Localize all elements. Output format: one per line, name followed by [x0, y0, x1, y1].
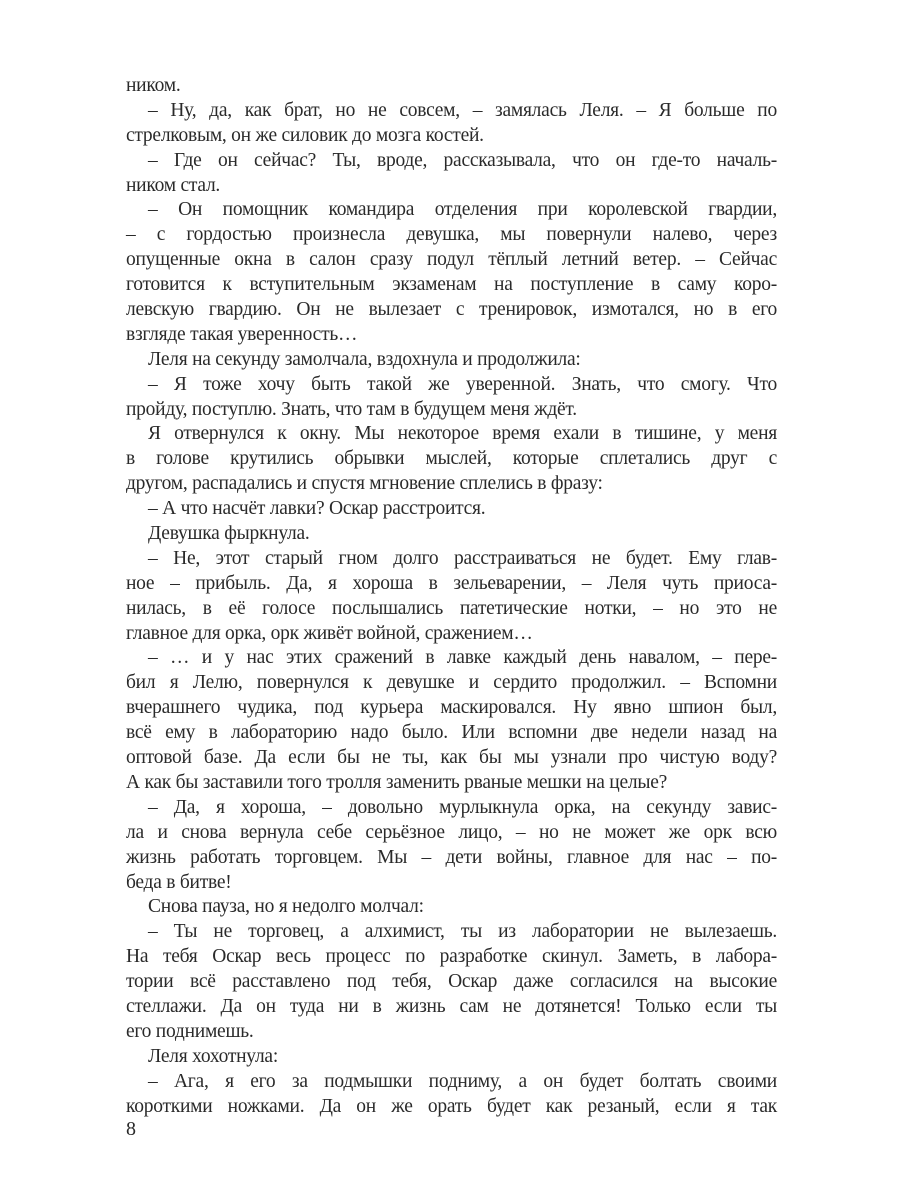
text-line: – Я тоже хочу быть такой же уверенной. Знать, что смогу. Что: [148, 373, 777, 395]
text-line: Леля на секунду замолчала, вздохнула и продолжила:: [148, 348, 581, 370]
text-line: На тебя Оскар весь процесс по разработке скинул. Заметь, в лабора-: [126, 946, 777, 968]
paragraph: [126, 497, 777, 522]
text-line: пройду, поступлю. Знать, что там в будущем меня ждёт.: [126, 398, 577, 420]
text-line: главное для орка, орк живёт войной, сражением…: [126, 622, 533, 644]
text-line: – Да, я хороша, – довольно мурлыкнула орка, на секунду завис-: [148, 796, 777, 818]
text-line: левскую гвардию. Он не вылезает с тренировок, измотался, но в его: [126, 299, 777, 321]
paragraph: [126, 422, 777, 497]
text-line: Леля хохотнула:: [148, 1045, 278, 1067]
text-line: другом, распадались и спустя мгновение сплелись в фразу:: [126, 473, 603, 495]
paragraph: [126, 74, 777, 99]
text-line: вчерашнего чудика, под курьера маскировался. Ну явно шпион был,: [126, 697, 777, 719]
text-line: беда в битве!: [126, 871, 232, 893]
text-line: Снова пауза, но я недолго молчал:: [148, 896, 424, 918]
text-line: – Ты не торговец, а алхимист, ты из лаборатории не вылезаешь.: [148, 921, 777, 943]
text-line: – Он помощник командира отделения при королевской гвардии,: [148, 199, 777, 221]
text-line: А как бы заставили того тролля заменить рваные мешки на целые?: [126, 771, 668, 793]
text-line: в голове крутились обрывки мыслей, которые сплетались друг с: [126, 448, 777, 470]
paragraph: [126, 646, 777, 795]
paragraph: [126, 920, 777, 1044]
text-line: бил я Лелю, повернулся к девушке и сердито продолжил. – Вспомни: [126, 672, 777, 694]
text-line: – А что насчёт лавки? Оскар расстроится.: [148, 498, 486, 520]
book-page-text: [126, 74, 777, 1119]
text-line: ником.: [126, 75, 181, 96]
text-line: Девушка фыркнула.: [148, 523, 310, 545]
text-line: ла и снова вернула себе серьёзное лицо, – но не может же орк всю: [126, 821, 777, 843]
text-line: нилась, в её голосе послышались патетические нотки, – но это не: [126, 597, 777, 619]
text-line: жизнь работать торговцем. Мы – дети войны, главное для нас – по-: [126, 846, 777, 868]
paragraph: [126, 895, 777, 920]
text-line: – с гордостью произнесла девушка, мы повернули налево, через: [126, 224, 777, 246]
paragraph: [126, 1070, 777, 1120]
text-line: ником стал.: [126, 174, 221, 196]
paragraph: [126, 99, 777, 149]
text-line: готовится к вступительным экзаменам на поступление в саму коро-: [126, 274, 777, 296]
text-line: – … и у нас этих сражений в лавке каждый день навалом, – пере-: [148, 647, 777, 669]
text-line: ное – прибыль. Да, я хороша в зельеварении, – Леля чуть приоса-: [126, 572, 777, 594]
text-line: стеллажи. Да он туда ни в жизнь сам не дотянется! Только если ты: [126, 995, 777, 1017]
paragraph: [126, 373, 777, 423]
text-line: – Ага, я его за подмышки подниму, а он будет болтать своими: [148, 1070, 777, 1092]
paragraph: [126, 547, 777, 647]
text-line: – Не, этот старый гном долго расстраиваться не будет. Ему глав-: [148, 547, 777, 569]
text-line: короткими ножками. Да он же орать будет как резаный, если я так: [126, 1095, 777, 1117]
paragraph: [126, 198, 777, 347]
paragraph: [126, 522, 777, 547]
page-number: 8: [126, 1118, 136, 1140]
text-line: Я отвернулся к окну. Мы некоторое время ехали в тишине, у меня: [148, 423, 777, 445]
paragraph: [126, 1045, 777, 1070]
text-line: – Где он сейчас? Ты, вроде, рассказывала, что он где-то началь-: [148, 149, 777, 171]
text-line: его поднимешь.: [126, 1020, 254, 1042]
text-line: опущенные окна в салон сразу подул тёплый летний ветер. – Сейчас: [126, 249, 777, 271]
text-line: оптовой базе. Да если бы не ты, как бы мы узнали про чистую воду?: [126, 747, 777, 769]
text-line: – Ну, да, как брат, но не совсем, – замялась Леля. – Я больше по: [148, 99, 777, 121]
text-line: всё ему в лабораторию надо было. Или вспомни две недели назад на: [126, 722, 777, 744]
paragraph: [126, 348, 777, 373]
text-line: тории всё расставлено под тебя, Оскар даже согласился на высокие: [126, 971, 777, 993]
text-line: стрелковым, он же силовик до мозга костей.: [126, 124, 484, 146]
paragraph: [126, 149, 777, 199]
text-line: взгляде такая уверенность…: [126, 323, 358, 345]
paragraph: [126, 796, 777, 896]
